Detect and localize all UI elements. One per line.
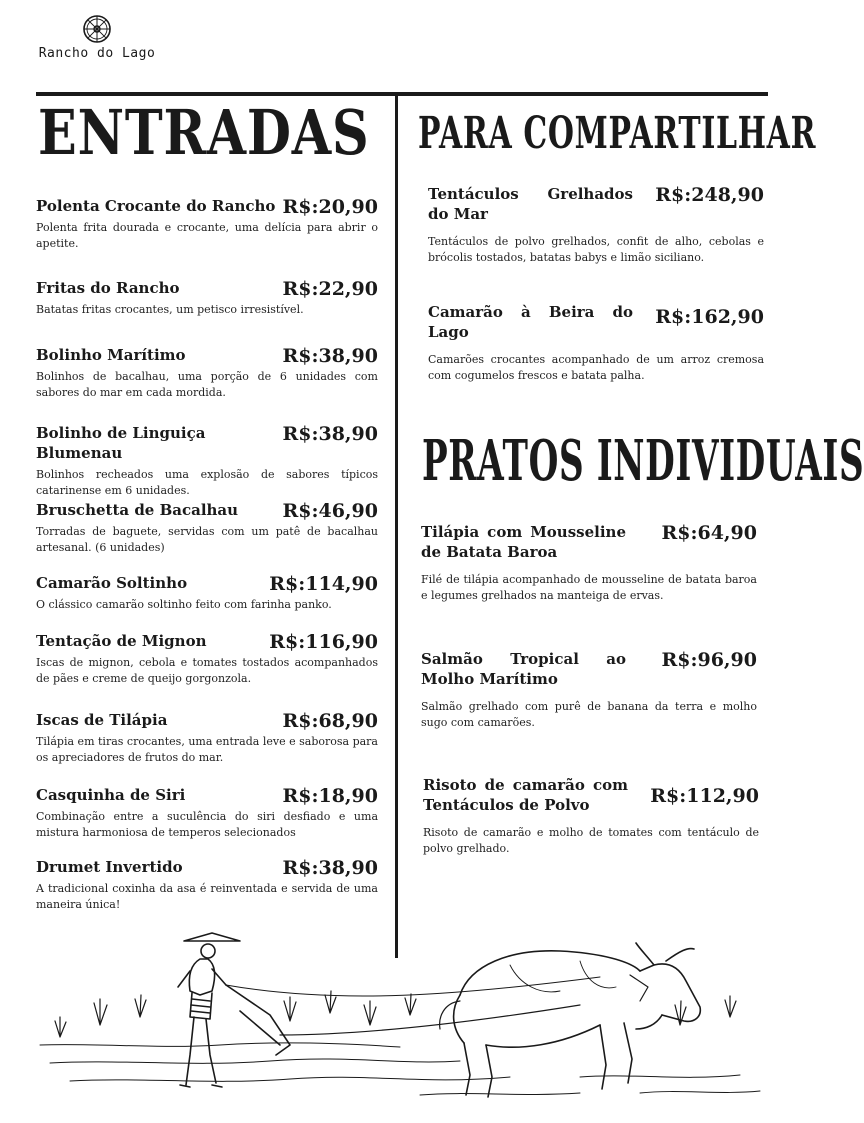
section-title-compartilhar: PARA COMPARTILHAR — [418, 108, 817, 159]
item-name: Iscas de Tilápia — [36, 711, 168, 729]
wheel-icon — [82, 14, 112, 44]
item-name: Bolinho Marítimo — [36, 346, 186, 364]
menu-item — [36, 710, 378, 765]
menu-item — [36, 631, 378, 686]
item-price: R$:162,90 — [655, 306, 764, 328]
item-description: O clássico camarão soltinho feito com farinha panko. — [36, 598, 332, 611]
item-description: Camarões crocantes acompanhado de um arroz cremosa com cogumelos frescos e batata palha. — [428, 353, 764, 382]
menu-item — [36, 857, 378, 912]
item-price: R$:18,90 — [282, 785, 378, 807]
item-name: Camarão à Beira do Lago — [428, 303, 633, 341]
item-name: Risoto de camarão com Tentáculos de Polvo — [423, 776, 628, 814]
item-price: R$:96,90 — [661, 649, 757, 671]
item-description: A tradicional coxinha da asa é reinventada e servida de uma maneira única! — [36, 882, 378, 911]
item-price: R$:22,90 — [282, 278, 378, 300]
item-description: Bolinhos de bacalhau, uma porção de 6 unidades com sabores do mar em cada mordida. — [36, 370, 378, 399]
menu-item — [36, 278, 378, 318]
item-price: R$:46,90 — [282, 500, 378, 522]
menu-item — [421, 649, 757, 730]
menu-item — [36, 785, 378, 840]
item-description: Bolinhos recheados uma explosão de sabores típicos catarinense em 6 unidades. — [36, 468, 378, 497]
item-description: Torradas de baguete, servidas com um patê de bacalhau artesanal. (6 unidades) — [36, 525, 378, 554]
item-price: R$:64,90 — [661, 522, 757, 544]
item-price: R$:116,90 — [269, 631, 378, 653]
menu-item — [423, 775, 759, 856]
brand-name: Rancho do Lago — [38, 46, 156, 61]
item-name: Bolinho de Linguiça Blumenau — [36, 424, 206, 462]
item-name: Fritas do Rancho — [36, 279, 180, 297]
item-price: R$:38,90 — [282, 423, 378, 445]
item-description: Batatas fritas crocantes, um petisco irresistível. — [36, 303, 304, 316]
menu-item — [36, 196, 378, 251]
menu-item — [36, 500, 378, 555]
item-description: Tilápia em tiras crocantes, uma entrada leve e saborosa para os apreciadores de frutos do mar. — [36, 735, 378, 764]
item-price: R$:20,90 — [282, 196, 378, 218]
menu-item — [428, 302, 764, 383]
item-name: Tilápia com Mousseline de Batata Baroa — [421, 523, 626, 561]
item-description: Combinação entre a suculência do siri desfiado e uma mistura harmoniosa de temperos selecionados — [36, 810, 378, 839]
item-price: R$:38,90 — [282, 857, 378, 879]
column-divider — [395, 96, 398, 958]
item-description: Risoto de camarão e molho de tomates com tentáculo de polvo grelhado. — [423, 826, 759, 855]
item-name: Camarão Soltinho — [36, 574, 188, 592]
brand-logo — [36, 14, 158, 61]
item-price: R$:112,90 — [650, 785, 759, 807]
item-price: R$:248,90 — [655, 184, 764, 206]
menu-item — [36, 345, 378, 400]
item-name: Bruschetta de Bacalhau — [36, 501, 239, 519]
menu-item — [421, 522, 757, 603]
menu-item — [36, 423, 378, 498]
item-name: Polenta Crocante do Rancho — [36, 197, 276, 215]
item-name: Tentação de Mignon — [36, 632, 207, 650]
menu-item — [428, 184, 764, 265]
item-name: Drumet Invertido — [36, 858, 183, 876]
item-description: Tentáculos de polvo grelhados, confit de alho, cebolas e brócolis tostados, batatas babys e limão siciliano. — [428, 235, 764, 264]
item-name: Tentáculos Grelhados do Mar — [428, 185, 633, 223]
item-price: R$:38,90 — [282, 345, 378, 367]
item-price: R$:114,90 — [269, 573, 378, 595]
item-description: Salmão grelhado com purê de banana da terra e molho sugo com camarões. — [421, 700, 757, 729]
item-name: Casquinha de Siri — [36, 786, 186, 804]
item-name: Salmão Tropical ao Molho Marítimo — [421, 650, 626, 688]
item-description: Polenta frita dourada e crocante, uma delícia para abrir o apetite. — [36, 221, 378, 250]
section-title-entradas: ENTRADAS — [38, 96, 370, 169]
menu-item — [36, 573, 378, 613]
item-description: Iscas de mignon, cebola e tomates tostados acompanhados de pães e creme de queijo gorgonzola. — [36, 656, 378, 685]
farmer-buffalo-illustration — [40, 925, 770, 1115]
item-price: R$:68,90 — [282, 710, 378, 732]
item-description: Filé de tilápia acompanhado de mousseline de batata baroa e legumes grelhados na manteiga de ervas. — [421, 573, 757, 602]
section-title-individuais: PRATOS INDIVIDUAIS — [422, 428, 864, 494]
